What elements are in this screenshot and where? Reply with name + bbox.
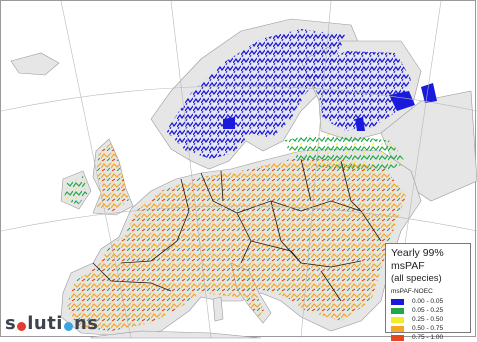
lake-onega [421, 83, 437, 103]
logo-text-end: ns [73, 313, 99, 334]
map-legend [385, 243, 471, 341]
legend-item-label: 0.00 - 0.05 [412, 298, 444, 305]
legend-item-label: 0.75 - 1.00 [412, 334, 444, 341]
legend-item [391, 333, 466, 342]
legend-swatch [391, 299, 404, 305]
rivers-uk [96, 143, 129, 211]
logo-text-middle: luti [27, 313, 63, 334]
logo-blue-drop-icon [64, 322, 73, 331]
legend-swatch [391, 326, 404, 332]
logo-red-drop-icon [17, 322, 26, 331]
legend-swatch [391, 317, 404, 323]
legend-title: Yearly 99% msPAF [391, 247, 444, 272]
logo-text-start: s [5, 313, 17, 334]
sardinia [213, 297, 223, 321]
legend-item [391, 324, 466, 333]
legend-field-name: msPAF-NOEC [391, 288, 433, 295]
legend-item [391, 297, 466, 306]
solutions-logo [5, 314, 99, 334]
lake-vanern [223, 117, 235, 129]
legend-item [391, 315, 466, 324]
legend-item [391, 306, 466, 315]
legend-subtitle: (all species) [391, 273, 442, 284]
legend-swatch [391, 335, 404, 341]
legend-item-label: 0.05 - 0.25 [412, 307, 444, 314]
iceland [11, 53, 59, 75]
legend-item-label: 0.25 - 0.50 [412, 316, 444, 323]
legend-swatch [391, 308, 404, 314]
legend-item-label: 0.50 - 0.75 [412, 325, 444, 332]
